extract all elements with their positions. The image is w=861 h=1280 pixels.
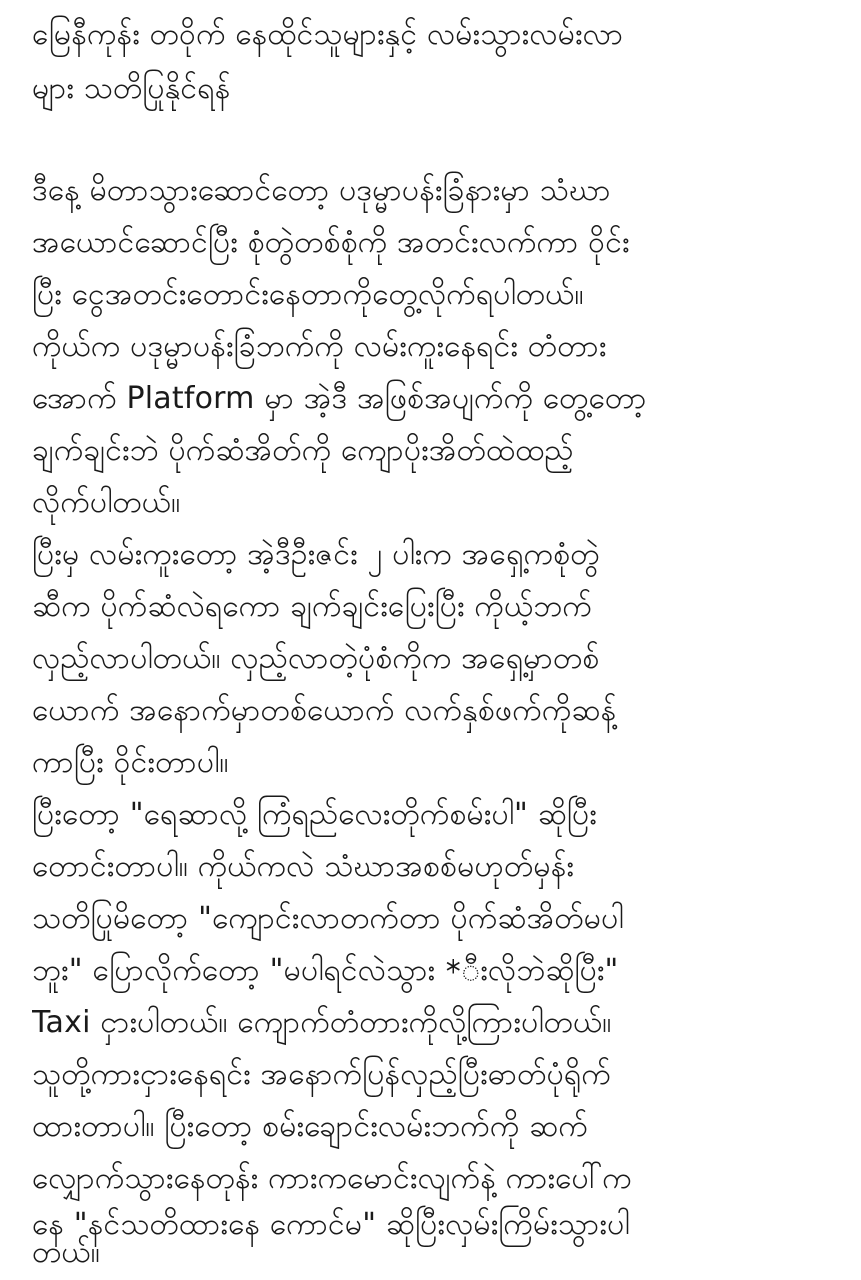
post-body-line-11: ယောက် အနောက်မှာတစ်ယောက် လက်နှစ်ဖက်ကိုဆန့် bbox=[32, 693, 617, 728]
post-body-line-17: Taxi ငှားပါတယ်။ ကျောက်တံတားကိုလို့ကြားပါတယ်။ bbox=[32, 1005, 612, 1040]
post-body-line-15: သတိပြုမိတော့ "ကျောင်းလာတက်တာ ပိုက်ဆံအိတ်မပါ bbox=[32, 901, 624, 936]
post-body-line-16: ဘူး" ပြောလိုက်တော့ "မပါရင်လဲသွား *ီးလိုဘဲဆိုပြီး" bbox=[32, 953, 619, 988]
post-title-line-1: မြေနီကုန်း တဝိုက် နေထိုင်သူများနှင့် လမ်းသွားလမ်းလာ bbox=[32, 17, 624, 52]
post-body-line-14: တောင်းတာပါ။ ကိုယ်ကလဲ သံဃာအစစ်မဟုတ်မှန်း bbox=[32, 849, 575, 884]
post-body-line-12: ကာပြီး ဝိုင်းတာပါ။ bbox=[32, 745, 229, 780]
post-body-line-10: လှည့်လာပါတယ်။ လှည့်လာတဲ့ပုံစံကိုက အရှေ့မှာတစ် bbox=[32, 641, 600, 676]
post-title-line-2: များ သတိပြုနိုင်ရန် bbox=[32, 71, 231, 106]
post-body-line-8: ပြီးမှ လမ်းကူးတော့ အဲ့ဒီဦးဇင်း ၂ ပါးက အရှေ့ကစုံတွဲ bbox=[32, 537, 600, 572]
post-body-line-2: အယောင်ဆောင်ပြီး စုံတွဲတစ်စုံကို အတင်းလက်ကာ ဝိုင်း bbox=[32, 225, 630, 260]
post-body-line-1: ဒီနေ့ မိတာသွားဆောင်တော့ ပဒုမ္မာပန်းခြံနားမှာ သံဃာ bbox=[32, 173, 611, 208]
post-body-line-4: ကိုယ်က ပဒုမ္မာပန်းခြံဘက်ကို လမ်းကူးနေရင်း တံတား bbox=[32, 329, 607, 364]
post-body-line-3: ပြီး ငွေအတင်းတောင်းနေတာကိုတွေ့လိုက်ရပါတယ်။ bbox=[32, 277, 584, 312]
post-body-line-9: ဆီက ပိုက်ဆံလဲရကော ချက်ချင်းပြေးပြီး ကိုယ့်ဘက် bbox=[32, 589, 592, 624]
post-body-line-5: အောက် Platform မှာ အဲ့ဒီ အဖြစ်အပျက်ကို တွေ့တော့ bbox=[32, 381, 647, 416]
post-body-line-19: ထားတာပါ။ ပြီးတော့ စမ်းချောင်းလမ်းဘက်ကို ဆက် bbox=[32, 1109, 588, 1144]
post-body-line-13: ပြီးတော့ "ရေဆာလို့ ကြံရည်လေးတိုက်စမ်းပါ" ဆိုပြီး bbox=[32, 797, 597, 832]
post-body-line-20: လျှောက်သွားနေတုန်း ကားကမောင်းလျက်နဲ့ ကားပေါ်က bbox=[32, 1161, 632, 1196]
post-body-line-22: တယ်။ bbox=[32, 1235, 101, 1270]
post-body-line-21: နေ "နင်သတိထားနေ ကောင်မ" ဆိုပြီးလှမ်းကြိမ်းသွားပါ bbox=[32, 1207, 630, 1242]
post-body-line-7: လိုက်ပါတယ်။ bbox=[32, 485, 181, 520]
post-body-line-6: ချက်ချင်းဘဲ ပိုက်ဆံအိတ်ကို ကျောပိုးအိတ်ထဲထည့် bbox=[32, 433, 574, 468]
post-body-line-18: သူတို့ကားငှားနေရင်း အနောက်ပြန်လှည့်ပြီးဓာတ်ပုံရိုက် bbox=[32, 1057, 611, 1092]
